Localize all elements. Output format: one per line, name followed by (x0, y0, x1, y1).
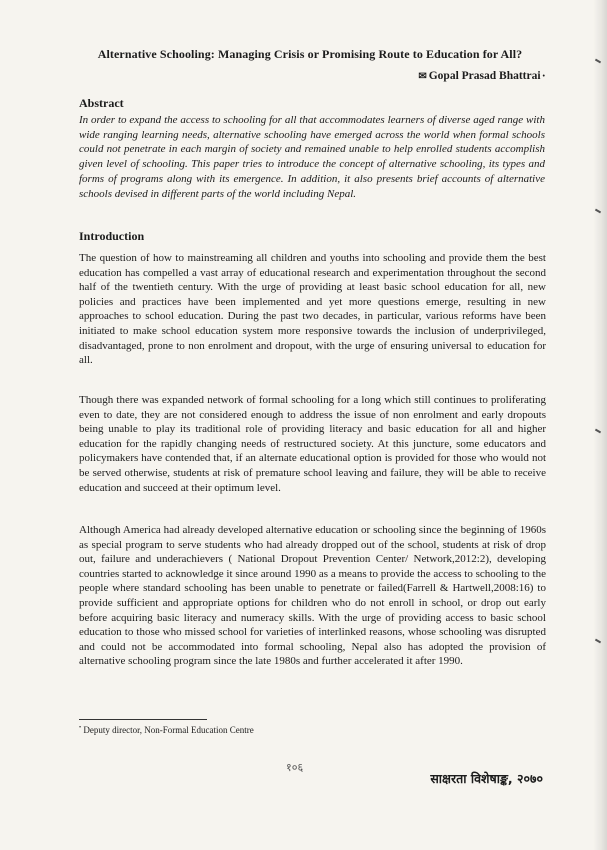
author-line (418, 70, 545, 82)
footnote-mark: • (79, 725, 82, 731)
introduction-heading: Introduction (79, 229, 145, 243)
intro-paragraph-1: The question of how to mainstreaming all children and youths into schooling and provide them the best education has compelled a vast array of educational research and experimentation throughout the second half of the twentieth century. With the urge of providing at least basic school education for all, new policies and practices have been implemented and yet more questions emerge, resulting in new approaches to school education. During the past two decades, in particular, various reforms have been initiated to make school education system more responsive towards the inclusion of underprivileged, disadvantaged, prone to non enrolment and dropout, with the urge of ensuring universal to education for all. (79, 252, 546, 367)
footnote (79, 725, 254, 735)
footnote-divider (79, 719, 207, 720)
author-name: Gopal Prasad Bhattrai (428, 70, 541, 82)
author-footnote-mark: • (542, 72, 545, 80)
abstract-text: In order to expand the access to schooling for all that accommodates learners of diverse aged range with wide ranging learning needs, alternative schooling have emerged across the world when formal schools could not penetrate in each margin of society and remained unable to help enrolled students accomplish given level of schooling. This paper tries to introduce the concept of alternative schooling, its types and forms of programs along with its emergence. In addition, it also presents brief accounts of alternative schools devised in different parts of the world including Nepal. (79, 114, 545, 200)
intro-paragraph-2: Though there was expanded network of formal schooling for a long which still continues to proliferating even to date, they are not considered enough to address the issue of non enrolment and early dropouts being unable to play its traditional role of providing literacy and basic education for all and higher education for the rapidly changing needs of restructured society. At this juncture, some educators and policymakers have contended that, if an alternate educational option is provided for those who would not be served otherwise, students at risk of premature school leaving and failure, they will be able to receive education and succeed at their optimum level. (79, 394, 546, 494)
envelope-icon: ✉ (418, 70, 427, 82)
abstract-heading: Abstract (79, 96, 124, 110)
paper-title: Alternative Schooling: Managing Crisis or Promising Route to Education for All? (97, 47, 523, 61)
footnote-text: Deputy director, Non-Formal Education Centre (83, 725, 254, 735)
page-number: १०६ (286, 761, 304, 774)
intro-paragraph-3: Although America had already developed alternative education or schooling since the beginning of 1960s as special program to serve students who had already dropped out of the school, students at risk of drop out, failure and underachievers ( National Dropout Prevention Center/ Network,2012:2), developing countries started to acknowledge it since around 1990 as a means to provide the access to schooling to the people where standard schooling has been unable to penetrate or failed(Farrell & Hartwell,2008:16) to provide sufficient and appropriate options for children who do not enroll in school, or drop out early before acquiring basic literacy and numeracy skills. With the urge of providing access to basic school education to those who missed school for varieties of interlinked reasons, whose schooling was disrupted and could not be accommodated into formal schooling, Nepal also has adopted the provision of alternative schooling program since the late 1980s and further accelerated it after 1990. (79, 524, 546, 668)
page-edge-shadow (593, 0, 607, 850)
journal-name: साक्षरता विशेषाङ्क, २०७० (430, 771, 543, 786)
